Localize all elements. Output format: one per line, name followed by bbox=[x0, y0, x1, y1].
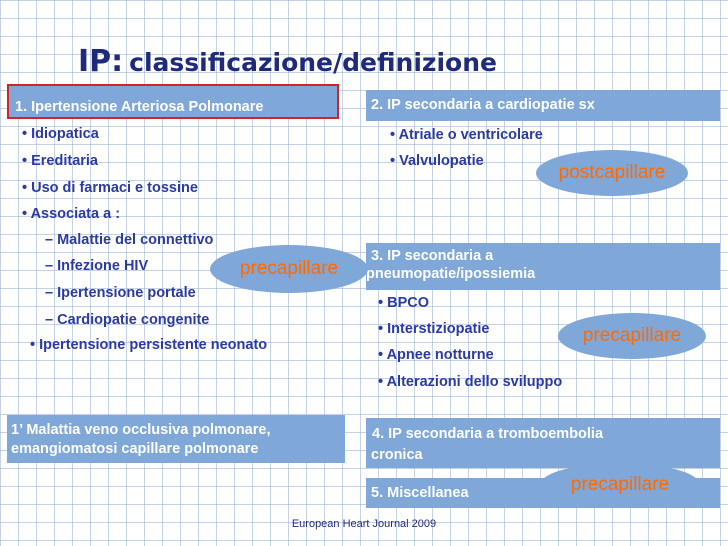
group4-box bbox=[366, 418, 720, 468]
precapillare-oval-group1 bbox=[210, 245, 368, 293]
group3-item: • BPCO bbox=[378, 295, 429, 311]
group3-item: • Apnee notturne bbox=[378, 347, 494, 363]
group1-item: • Ereditaria bbox=[22, 153, 98, 169]
group1-item: • Associata a : bbox=[22, 206, 121, 222]
group5-heading: 5. Miscellanea bbox=[371, 485, 469, 501]
group1b-line2: emangiomatosi capillare polmonare bbox=[11, 441, 259, 457]
group3-item: • Interstiziopatie bbox=[378, 321, 490, 337]
group3-header bbox=[366, 243, 720, 290]
group3-line1: 3. IP secondaria a bbox=[371, 248, 494, 264]
group1-item: • Ipertensione persistente neonato bbox=[30, 337, 268, 353]
title-sub: classificazione/definizione bbox=[129, 48, 497, 77]
precapillare-oval-group5 bbox=[540, 463, 700, 507]
postcapillare-label: postcapillare bbox=[558, 162, 666, 183]
group2-item: • Valvulopatie bbox=[390, 153, 484, 169]
precapillare-label: precapillare bbox=[582, 325, 682, 346]
postcapillare-oval bbox=[536, 150, 688, 196]
group1-subitem: – Ipertensione portale bbox=[45, 285, 196, 301]
group1-subitem: – Malattie del connettivo bbox=[45, 232, 214, 248]
group1-item: • Idiopatica bbox=[22, 126, 99, 142]
group1-header bbox=[7, 84, 339, 119]
group2-item: • Atriale o ventricolare bbox=[390, 127, 543, 143]
group4-line2: cronica bbox=[371, 447, 423, 463]
group1-item: • Uso di farmaci e tossine bbox=[22, 180, 198, 196]
group4-line1: 4. IP secondaria a tromboembolia bbox=[372, 426, 604, 442]
group1-subitem: – Cardiopatie congenite bbox=[45, 312, 210, 328]
precapillare-label: precapillare bbox=[570, 474, 670, 495]
title-main: IP: bbox=[78, 44, 124, 79]
group2-heading: 2. IP secondaria a cardiopatie sx bbox=[371, 97, 595, 113]
group3-line2: pneumopatie/ipossiemia bbox=[366, 266, 536, 282]
group1b-line1: 1’ Malattia veno occlusiva polmonare, bbox=[11, 422, 271, 438]
group1b-box bbox=[7, 415, 345, 463]
precapillare-label: precapillare bbox=[239, 258, 339, 279]
group1-heading: 1. Ipertensione Arteriosa Polmonare bbox=[15, 99, 264, 115]
page-title bbox=[78, 44, 497, 79]
footer-citation: European Heart Journal 2009 bbox=[291, 518, 437, 530]
group2-header bbox=[366, 90, 720, 121]
precapillare-oval-group3 bbox=[558, 313, 706, 359]
group3-item: • Alterazioni dello sviluppo bbox=[378, 374, 563, 390]
group1-subitem: – Infezione HIV bbox=[45, 258, 149, 274]
